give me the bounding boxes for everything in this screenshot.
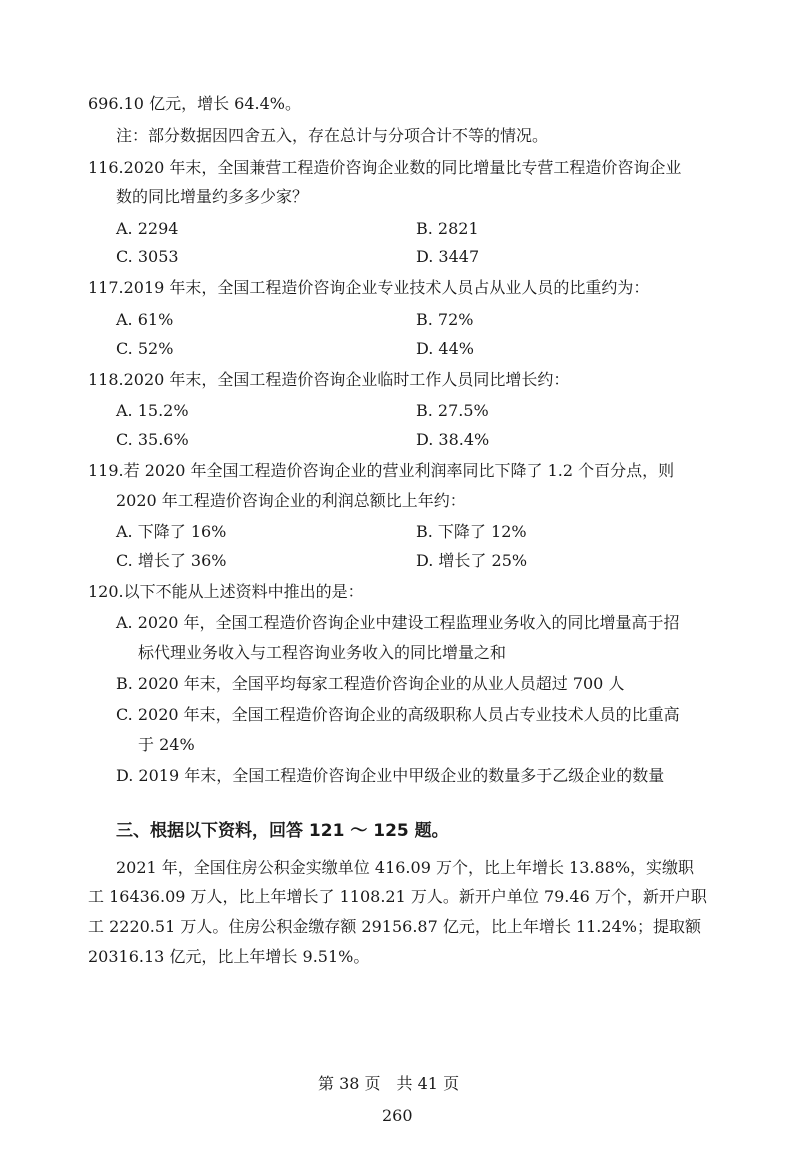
question-120-option-a-line-1: A. 2020 年，全国工程造价咨询企业中建设工程监理业务收入的同比增量高于招 xyxy=(116,613,680,632)
question-120-option-b: B. 2020 年末，全国平均每家工程造价咨询企业的从业人员超过 700 人 xyxy=(116,674,625,693)
section-3-paragraph-line-1: 2021 年，全国住房公积金实缴单位 416.09 万个，比上年增长 13.88%，实缴职 xyxy=(116,858,695,877)
question-116-stem-line-2: 数的同比增量约多多少家？ xyxy=(116,187,309,206)
question-117-option-c: C. 52% xyxy=(116,339,174,358)
question-118-stem: 118.2020 年末，全国工程造价咨询企业临时工作人员同比增长约： xyxy=(88,370,570,389)
section-3-paragraph-line-2: 工 16436.09 万人，比上年增长了 1108.21 万人。新开户单位 79.46 万个，新开户职 xyxy=(88,887,707,906)
question-116-stem-line-1: 116.2020 年末，全国兼营工程造价咨询企业数的同比增量比专营工程造价咨询企业 xyxy=(88,158,682,177)
intro-continuation: 696.10 亿元，增长 64.4%。 xyxy=(88,94,301,113)
question-117-option-a: A. 61% xyxy=(116,310,174,329)
question-116-option-b: B. 2821 xyxy=(416,219,479,238)
question-119-option-c: C. 增长了 36% xyxy=(116,551,227,570)
question-120-option-a-line-2: 标代理业务收入与工程咨询业务收入的同比增量之和 xyxy=(138,643,507,662)
question-119-option-d: D. 增长了 25% xyxy=(416,551,528,570)
question-120-option-d: D. 2019 年末，全国工程造价咨询企业中甲级企业的数量多于乙级企业的数量 xyxy=(116,766,665,785)
question-117-option-b: B. 72% xyxy=(416,310,474,329)
page-label: 第 38 页 共 41 页 xyxy=(318,1074,460,1093)
question-120-option-c-line-2: 于 24% xyxy=(138,735,195,754)
question-118-option-d: D. 38.4% xyxy=(416,430,490,449)
section-3-title: 三、根据以下资料，回答 121 ～ 125 题。 xyxy=(116,821,449,841)
section-3-paragraph-line-3: 工 2220.51 万人。住房公积金缴存额 29156.87 亿元，比上年增长 11.24%；提取额 xyxy=(88,917,701,936)
intro-note: 注：部分数据因四舍五入，存在总计与分项合计不等的情况。 xyxy=(116,126,549,145)
question-119-stem-line-1: 119.若 2020 年全国工程造价咨询企业的营业利润率同比下降了 1.2 个百分点，则 xyxy=(88,461,675,480)
question-118-option-a: A. 15.2% xyxy=(116,401,189,420)
question-118-option-c: C. 35.6% xyxy=(116,430,189,449)
question-118-option-b: B. 27.5% xyxy=(416,401,489,420)
question-116-option-d: D. 3447 xyxy=(416,247,480,266)
question-119-option-b: B. 下降了 12% xyxy=(416,522,527,541)
page-number: 260 xyxy=(382,1106,413,1125)
question-117-stem: 117.2019 年末，全国工程造价咨询企业专业技术人员占从业人员的比重约为： xyxy=(88,278,650,297)
section-3-paragraph-line-4: 20316.13 亿元，比上年增长 9.51%。 xyxy=(88,947,370,966)
question-116-option-a: A. 2294 xyxy=(116,219,179,238)
question-117-option-d: D. 44% xyxy=(416,339,474,358)
question-116-option-c: C. 3053 xyxy=(116,247,179,266)
question-119-option-a: A. 下降了 16% xyxy=(116,522,227,541)
question-120-option-c-line-1: C. 2020 年末，全国工程造价咨询企业的高级职称人员占专业技术人员的比重高 xyxy=(116,705,680,724)
question-119-stem-line-2: 2020 年工程造价咨询企业的利润总额比上年约： xyxy=(116,491,466,510)
question-120-stem: 120.以下不能从上述资料中推出的是： xyxy=(88,582,364,601)
